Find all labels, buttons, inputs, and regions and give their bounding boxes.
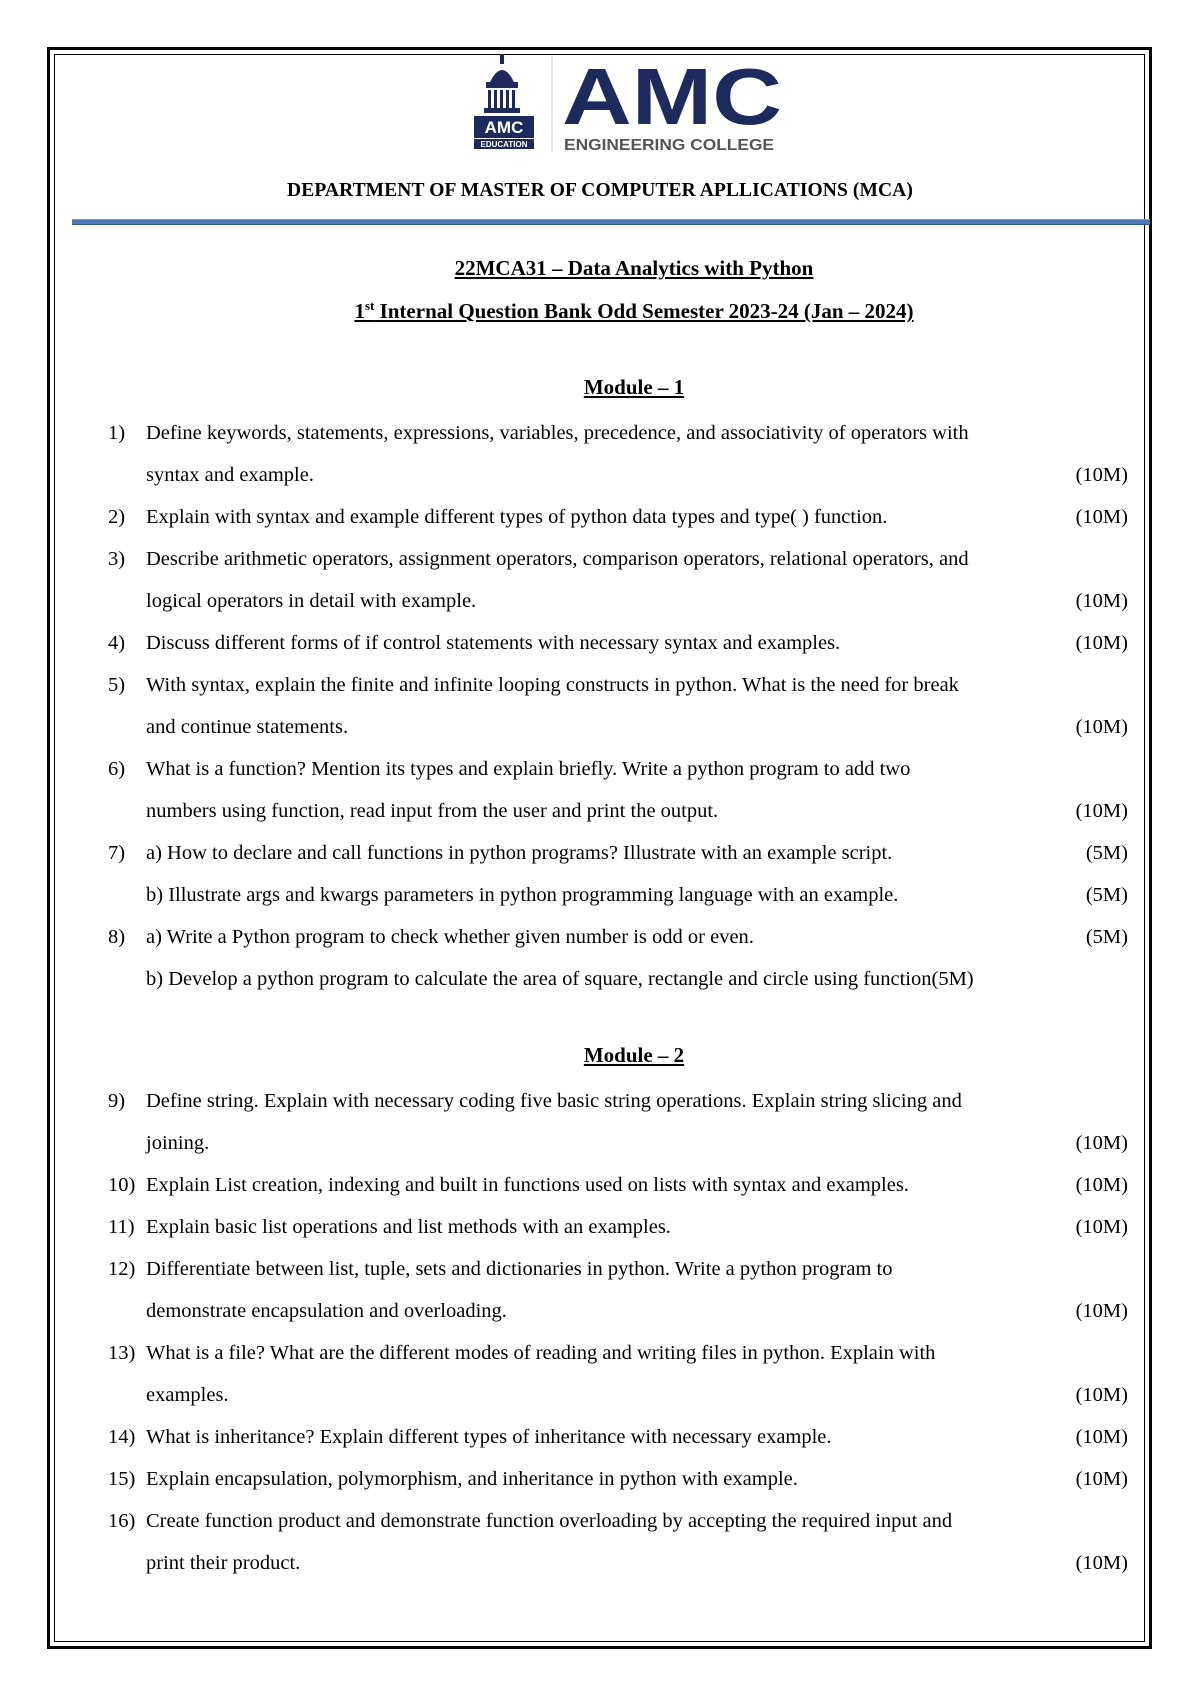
brand-subtitle: ENGINEERING COLLEGE — [564, 137, 774, 154]
question-item — [108, 1080, 1128, 1164]
bank-ordinal: 1 — [354, 299, 365, 323]
question-number: 10) — [108, 1174, 136, 1196]
question-text: Explain basic list operations and list methods with an examples. — [146, 1216, 671, 1238]
question-marks: (10M) — [1075, 1216, 1128, 1238]
question-item — [108, 1500, 1128, 1584]
question-item — [108, 1458, 1128, 1500]
question-item — [108, 1206, 1128, 1248]
question-marks: (10M) — [1075, 464, 1128, 486]
question-item — [108, 1248, 1128, 1332]
question-text: demonstrate encapsulation and overloading. — [146, 1300, 507, 1322]
question-text: print their product. — [146, 1552, 301, 1574]
question-text: Describe arithmetic operators, assignment operators, comparison operators, relational operators, and — [146, 548, 969, 570]
college-logo — [472, 52, 792, 164]
logo-graphic — [472, 52, 792, 164]
question-text: b) Develop a python program to calculate the area of square, rectangle and circle using function(5M) — [146, 968, 974, 990]
question-marks: (10M) — [1075, 1132, 1128, 1154]
question-number: 13) — [108, 1342, 136, 1364]
question-text: examples. — [146, 1384, 229, 1406]
question-text: and continue statements. — [146, 716, 349, 738]
question-item — [108, 496, 1128, 538]
module-heading: Module – 2 — [583, 1043, 685, 1067]
course-title: 22MCA31 – Data Analytics with Python — [454, 256, 814, 280]
question-text: With syntax, explain the finite and infinite looping constructs in python. What is the need for break — [146, 674, 959, 696]
question-item — [108, 1332, 1128, 1416]
question-text: a) Write a Python program to check whether given number is odd or even. — [146, 926, 754, 948]
question-number: 16) — [108, 1510, 136, 1532]
question-item — [108, 1416, 1128, 1458]
question-text: numbers using function, read input from the user and print the output. — [146, 800, 719, 822]
question-number: 11) — [108, 1216, 135, 1238]
question-number: 9) — [108, 1090, 126, 1112]
question-item — [108, 412, 1128, 496]
question-marks: (10M) — [1075, 1426, 1128, 1448]
question-marks: (10M) — [1075, 632, 1128, 654]
question-number: 2) — [108, 506, 126, 528]
question-text: joining. — [146, 1132, 210, 1154]
question-item — [108, 832, 1128, 916]
question-text: Differentiate between list, tuple, sets and dictionaries in python. Write a python program to — [146, 1258, 893, 1280]
question-marks: (5M) — [1085, 884, 1128, 906]
module-heading: Module – 1 — [583, 375, 685, 399]
question-number: 8) — [108, 926, 126, 948]
question-marks: (5M) — [1085, 926, 1128, 948]
question-item — [108, 664, 1128, 748]
question-text: Define keywords, statements, expressions, variables, precedence, and associativity of operators with — [146, 422, 969, 444]
question-text: What is a file? What are the different modes of reading and writing files in python. Explain with — [146, 1342, 936, 1364]
question-marks: (10M) — [1075, 590, 1128, 612]
question-number: 5) — [108, 674, 126, 696]
question-text: Discuss different forms of if control statements with necessary syntax and examples. — [146, 632, 841, 654]
question-number: 15) — [108, 1468, 136, 1490]
question-text: Explain encapsulation, polymorphism, and inheritance in python with example. — [146, 1468, 798, 1490]
seal-subtext: EDUCATION — [480, 140, 528, 149]
question-item — [108, 538, 1128, 622]
question-marks: (10M) — [1075, 800, 1128, 822]
question-text: What is a function? Mention its types and explain briefly. Write a python program to add two — [146, 758, 911, 780]
question-number: 14) — [108, 1426, 136, 1448]
question-text: Explain List creation, indexing and built in functions used on lists with syntax and examples. — [146, 1174, 909, 1196]
question-item — [108, 1164, 1128, 1206]
question-item — [108, 622, 1128, 664]
question-marks: (10M) — [1075, 1300, 1128, 1322]
question-marks: (10M) — [1075, 506, 1128, 528]
bank-title-rest: Internal Question Bank Odd Semester 2023-24 (Jan – 2024) — [374, 299, 914, 323]
question-number: 1) — [108, 422, 126, 444]
question-number: 7) — [108, 842, 126, 864]
department-heading: DEPARTMENT OF MASTER OF COMPUTER APLLICATIONS (MCA) — [287, 180, 913, 201]
question-marks: (10M) — [1075, 1552, 1128, 1574]
question-number: 12) — [108, 1258, 136, 1280]
question-text: syntax and example. — [146, 464, 314, 486]
question-number: 3) — [108, 548, 126, 570]
question-text: What is inheritance? Explain different types of inheritance with necessary example. — [146, 1426, 832, 1448]
brand-name: AMC — [562, 52, 782, 141]
bank-ordinal-suffix: st — [364, 298, 375, 313]
question-marks: (10M) — [1075, 1468, 1128, 1490]
question-marks: (10M) — [1075, 1174, 1128, 1196]
question-marks: (10M) — [1075, 716, 1128, 738]
question-number: 6) — [108, 758, 126, 780]
question-text: logical operators in detail with example. — [146, 590, 477, 612]
question-text: Define string. Explain with necessary coding five basic string operations. Explain string slicing and — [146, 1090, 962, 1112]
seal-text: AMC — [484, 118, 524, 137]
question-item — [108, 748, 1128, 832]
question-number: 4) — [108, 632, 126, 654]
question-text: a) How to declare and call functions in python programs? Illustrate with an example script. — [146, 842, 893, 864]
question-text: b) Illustrate args and kwargs parameters in python programming language with an example. — [146, 884, 899, 906]
question-text: Create function product and demonstrate function overloading by accepting the required input and — [146, 1510, 953, 1532]
question-item — [108, 916, 1128, 1000]
question-bank-title — [0, 298, 1200, 324]
header-divider — [72, 219, 1150, 225]
question-text: Explain with syntax and example different types of python data types and type( ) function. — [146, 506, 888, 528]
question-marks: (5M) — [1085, 842, 1128, 864]
question-marks: (10M) — [1075, 1384, 1128, 1406]
